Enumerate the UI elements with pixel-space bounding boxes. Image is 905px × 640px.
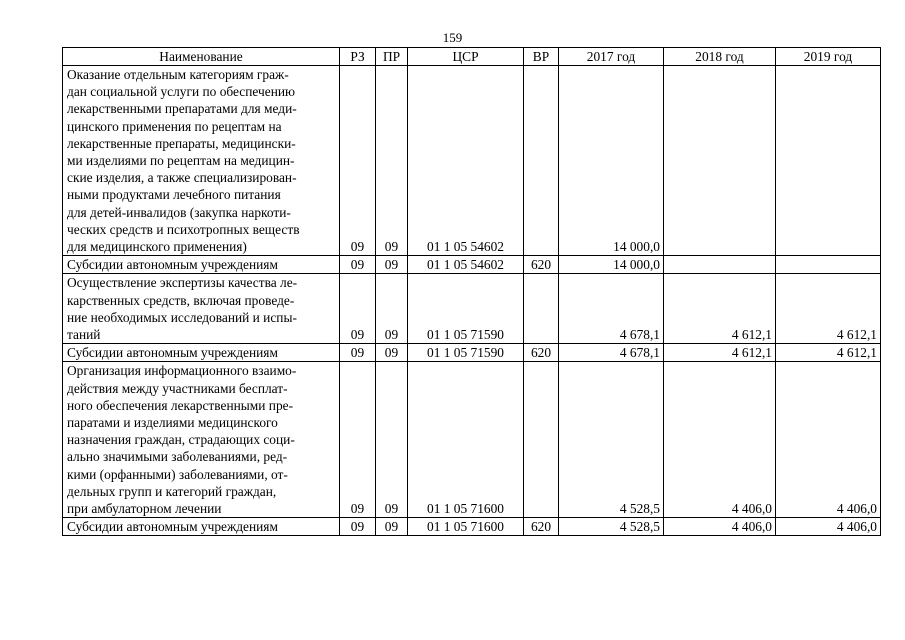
cell-csr: 01 1 05 54602	[408, 256, 524, 274]
name-line: Субсидии автономным учреждениям	[67, 345, 278, 361]
table-row	[63, 66, 881, 256]
cell-name	[63, 518, 340, 536]
header-name: Наименование	[63, 48, 340, 66]
cell-name	[63, 66, 340, 256]
cell-pr: 09	[376, 274, 408, 344]
cell-csr: 01 1 05 71590	[408, 344, 524, 362]
cell-2019: 4 612,1	[776, 274, 881, 344]
cell-name	[63, 274, 340, 344]
header-vr: ВР	[524, 48, 559, 66]
cell-rz: 09	[340, 344, 376, 362]
name-line: ние необходимых исследований и испы-	[67, 309, 297, 325]
name-line: назначения граждан, страдающих соци-	[67, 432, 295, 448]
cell-2019	[776, 256, 881, 274]
name-line: для детей-инвалидов (закупка наркоти-	[67, 204, 291, 220]
name-line: Организация информационного взаимо-	[67, 363, 297, 379]
cell-2017: 14 000,0	[559, 256, 664, 274]
name-line: ными продуктами лечебного питания	[67, 187, 281, 203]
name-line: карственных средств, включая проведе-	[67, 292, 295, 308]
cell-vr: 620	[524, 256, 559, 274]
cell-vr	[524, 274, 559, 344]
budget-table	[62, 47, 881, 536]
cell-2019	[776, 66, 881, 256]
cell-name	[63, 362, 340, 518]
cell-pr: 09	[376, 256, 408, 274]
table-header-row	[63, 48, 881, 66]
table-row	[63, 256, 881, 274]
cell-rz: 09	[340, 256, 376, 274]
cell-csr: 01 1 05 54602	[408, 66, 524, 256]
cell-2018	[664, 66, 776, 256]
name-line: действия между участниками бесплат-	[67, 380, 288, 396]
header-csr: ЦСР	[408, 48, 524, 66]
name-line: дан социальной услуги по обеспечению	[67, 84, 296, 100]
table-row	[63, 362, 881, 518]
cell-2018: 4 406,0	[664, 518, 776, 536]
cell-csr: 01 1 05 71590	[408, 274, 524, 344]
cell-2017: 4 528,5	[559, 518, 664, 536]
name-line: таний	[67, 327, 101, 343]
cell-rz: 09	[340, 66, 376, 256]
cell-vr: 620	[524, 344, 559, 362]
name-line: Субсидии автономным учреждениям	[67, 519, 278, 535]
name-line: Осуществление экспертизы качества ле-	[67, 275, 298, 291]
header-2017: 2017 год	[559, 48, 664, 66]
table-row	[63, 518, 881, 536]
name-line: ного обеспечения лекарственными пре-	[67, 397, 294, 413]
cell-2019: 4 406,0	[776, 518, 881, 536]
name-line: Оказание отдельным категориям граж-	[67, 67, 289, 82]
cell-pr: 09	[376, 518, 408, 536]
cell-2019: 4 612,1	[776, 344, 881, 362]
cell-vr: 620	[524, 518, 559, 536]
name-line: цинского применения по рецептам на	[67, 118, 282, 134]
cell-vr	[524, 362, 559, 518]
cell-2017: 4 528,5	[559, 362, 664, 518]
cell-2018: 4 612,1	[664, 274, 776, 344]
cell-rz: 09	[340, 274, 376, 344]
name-line: ческих средств и психотропных веществ	[67, 221, 300, 237]
name-line: лекарственными препаратами для меди-	[67, 101, 297, 117]
table-body	[63, 66, 881, 536]
cell-pr: 09	[376, 362, 408, 518]
cell-pr: 09	[376, 344, 408, 362]
name-line: ми изделиями по рецептам на медицин-	[67, 153, 295, 169]
table-row	[63, 344, 881, 362]
name-line: паратами и изделиями медицинского	[67, 415, 278, 431]
cell-2019: 4 406,0	[776, 362, 881, 518]
cell-2017: 4 678,1	[559, 274, 664, 344]
cell-2017: 4 678,1	[559, 344, 664, 362]
name-line: при амбулаторном лечении	[67, 501, 222, 517]
name-line: ально значимыми заболеваниями, ред-	[67, 449, 288, 465]
cell-rz: 09	[340, 518, 376, 536]
name-line: дельных групп и категорий граждан,	[67, 483, 277, 499]
cell-pr: 09	[376, 66, 408, 256]
name-line: для медицинского применения)	[67, 239, 247, 255]
cell-rz: 09	[340, 362, 376, 518]
cell-2018: 4 612,1	[664, 344, 776, 362]
name-line: Субсидии автономным учреждениям	[67, 257, 278, 273]
cell-vr	[524, 66, 559, 256]
cell-2018: 4 406,0	[664, 362, 776, 518]
cell-csr: 01 1 05 71600	[408, 518, 524, 536]
cell-csr: 01 1 05 71600	[408, 362, 524, 518]
page-number: 159	[442, 30, 463, 45]
cell-name	[63, 256, 340, 274]
name-line: ские изделия, а также специализирован-	[67, 170, 297, 186]
table-row	[63, 274, 881, 344]
cell-2017: 14 000,0	[559, 66, 664, 256]
name-line: кими (орфанными) заболеваниями, от-	[67, 466, 288, 482]
header-2019: 2019 год	[776, 48, 881, 66]
header-pr: ПР	[376, 48, 408, 66]
cell-2018	[664, 256, 776, 274]
name-line: лекарственные препараты, медицински-	[67, 135, 296, 151]
header-rz: РЗ	[340, 48, 376, 66]
header-2018: 2018 год	[664, 48, 776, 66]
cell-name	[63, 344, 340, 362]
